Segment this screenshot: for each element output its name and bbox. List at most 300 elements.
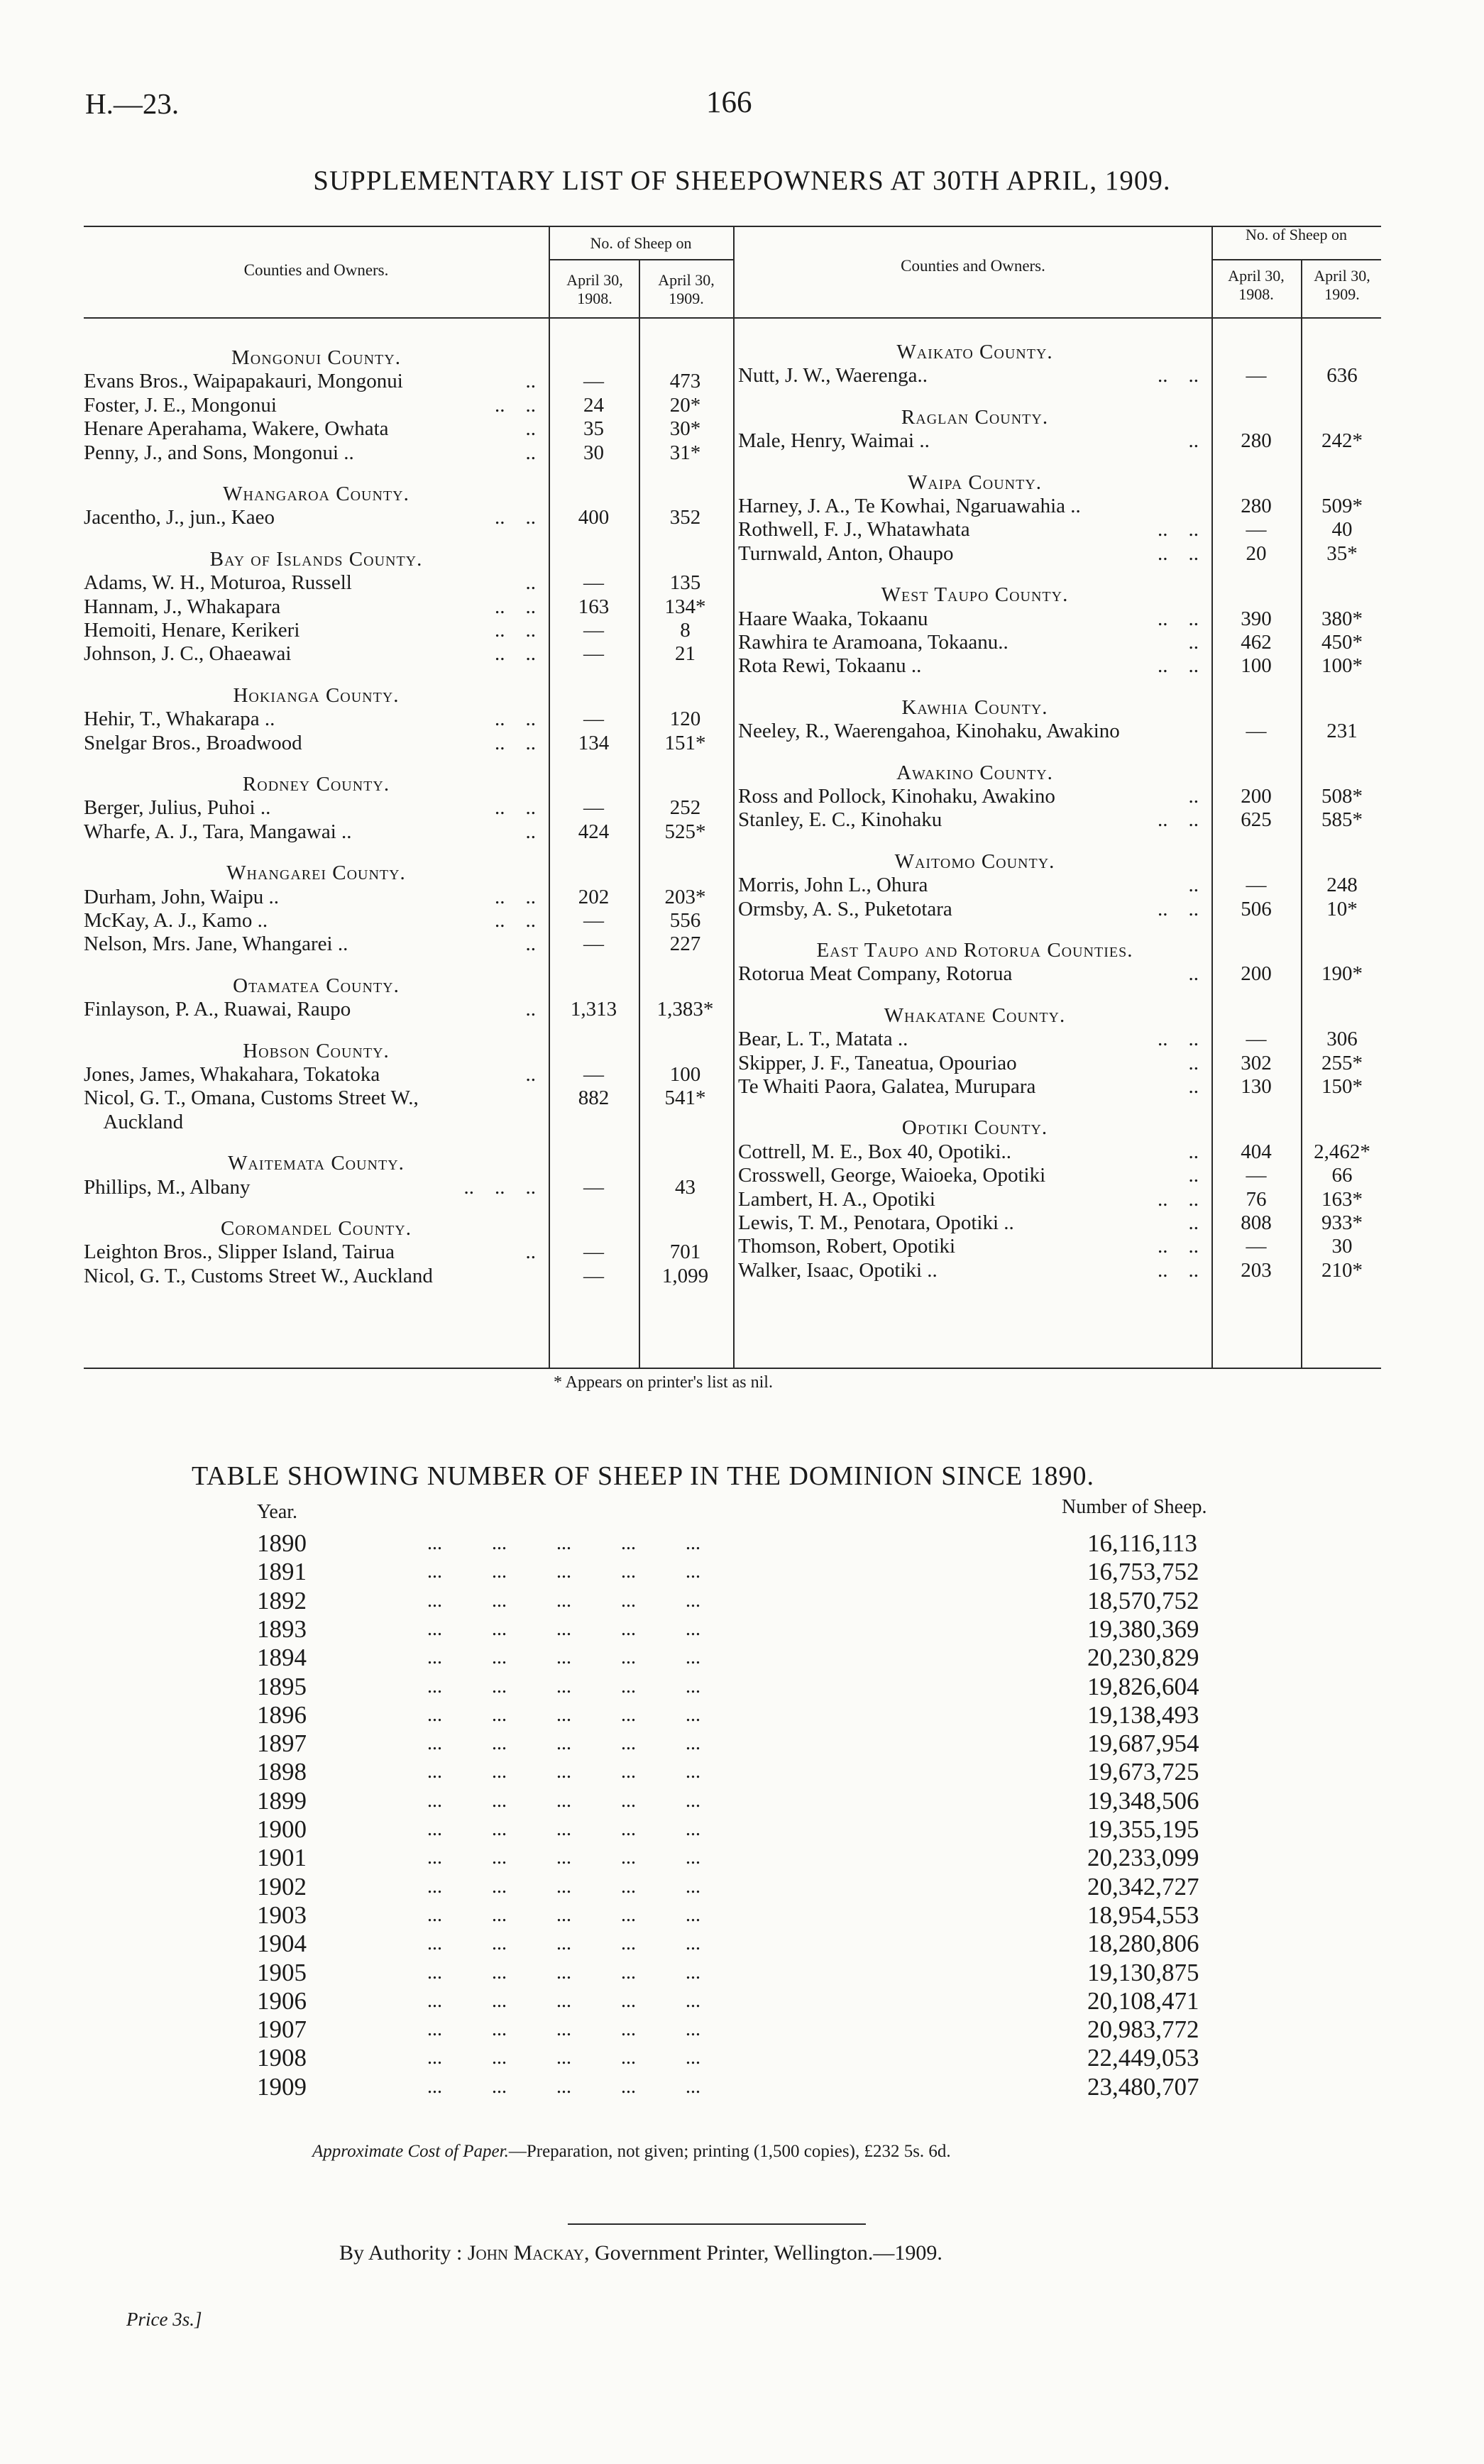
owner-row — [738, 1259, 1381, 1282]
sheep-year: 1895 — [257, 1672, 307, 1700]
owner-row — [84, 1087, 733, 1110]
cost-text: —Preparation, not given; printing (1,500 copies), £232 5s. 6d. — [508, 2142, 951, 2161]
sheep-count-1909: 120 — [669, 708, 701, 731]
sheep-count-1909: 35* — [1326, 541, 1358, 565]
sheep-number: 20,108,471 — [1087, 1986, 1199, 2015]
county-heading: Rodney County. — [242, 773, 390, 796]
sheep-count-1908: — — [1246, 1164, 1267, 1187]
owner-row — [84, 933, 733, 956]
leader-dots: .. .. — [1158, 518, 1199, 541]
sheep-count-1908: — — [583, 1175, 604, 1199]
leader-dots: .. — [1188, 1140, 1199, 1163]
right-subheader-rule — [1211, 259, 1381, 260]
owner-name: Skipper, J. F., Taneatua, Opouriao — [738, 1051, 1017, 1074]
owner-row — [738, 1188, 1381, 1211]
footnote: * Appears on printer's list as nil. — [554, 1373, 773, 1392]
sheep-count-1909: 40 — [1331, 518, 1353, 541]
owner-name: Rothwell, F. J., Whatawhata — [738, 518, 970, 541]
sheep-number: 18,570,752 — [1087, 1586, 1199, 1615]
sheep-count-1908: — — [583, 619, 604, 642]
owner-row — [738, 1211, 1381, 1235]
sheep-table-row — [257, 1901, 1251, 1930]
sheep-table-row — [257, 1729, 1251, 1758]
owner-row — [738, 898, 1381, 921]
sheep-year: 1903 — [257, 1901, 307, 1929]
owner-name: Jones, James, Whakahara, Tokatoka — [84, 1063, 380, 1086]
owner-name: Nelson, Mrs. Jane, Whangarei .. — [84, 933, 348, 956]
sheep-count-1909: 473 — [669, 370, 701, 393]
sheep-count-1908: 1,313 — [570, 998, 617, 1021]
sheep-count-1909: 585* — [1321, 808, 1363, 832]
sheep-year: 1893 — [257, 1615, 307, 1643]
leader-dots: ... ... ... ... ... — [427, 1875, 700, 1898]
middle-divider — [733, 227, 735, 1368]
county-heading: Whangarei County. — [226, 862, 406, 885]
owner-row — [738, 785, 1381, 808]
leader-dots: .. .. — [1158, 808, 1199, 832]
sheep-table-number-header: Number of Sheep. — [1062, 1496, 1207, 1518]
leader-dots: .. — [525, 417, 536, 441]
leader-dots: .. — [525, 370, 536, 393]
leader-dots: .. .. — [495, 595, 536, 618]
sheep-table-row — [257, 1673, 1251, 1701]
sheep-number: 22,449,053 — [1087, 2044, 1199, 2072]
owner-row — [738, 962, 1381, 986]
left-header-counties: Counties and Owners. — [243, 261, 389, 279]
sheep-count-1909: 135 — [669, 571, 701, 595]
sheep-table-row — [257, 1615, 1251, 1644]
sheep-count-1909: 541* — [664, 1087, 706, 1110]
owner-row — [84, 1063, 733, 1087]
owner-name: Snelgar Bros., Broadwood — [84, 731, 302, 754]
leader-dots: ... ... ... ... ... — [427, 1761, 700, 1783]
owner-name: Ross and Pollock, Kinohaku, Awakino — [738, 785, 1055, 808]
owner-row — [84, 998, 733, 1021]
owner-row — [84, 886, 733, 909]
leader-dots: .. .. — [1158, 541, 1199, 565]
county-heading: East Taupo and Rotorua Counties. — [816, 939, 1133, 962]
sheep-year: 1899 — [257, 1786, 307, 1815]
sheep-count-1908: — — [1246, 1028, 1267, 1051]
owner-row — [84, 820, 733, 844]
owner-row — [738, 429, 1381, 453]
owner-name: Harney, J. A., Te Kowhai, Ngaruawahia .. — [738, 495, 1081, 517]
sheep-table-row — [257, 1644, 1251, 1672]
sheep-number: 19,687,954 — [1087, 1729, 1199, 1758]
county-heading: Waipa County. — [907, 471, 1043, 494]
sheep-count-1909: 252 — [669, 796, 701, 820]
cost-of-paper — [312, 2142, 951, 2162]
sheep-count-1909: 450* — [1321, 631, 1363, 654]
owner-row — [738, 1164, 1381, 1187]
owner-row — [738, 1075, 1381, 1099]
sheep-count-1908: — — [583, 933, 604, 956]
sheep-count-1908: 506 — [1241, 897, 1272, 920]
leader-dots: .. .. — [495, 909, 536, 932]
sheep-count-1908: 134 — [578, 731, 610, 754]
sheep-count-1908: — — [1246, 1235, 1267, 1258]
sheep-year: 1891 — [257, 1558, 307, 1586]
leader-dots: .. .. — [495, 885, 536, 908]
sheep-count-1908: 280 — [1241, 429, 1272, 453]
leader-dots: .. — [525, 1063, 536, 1086]
sheep-count-1909: 248 — [1326, 874, 1358, 897]
printer-name: John Mackay — [467, 2241, 584, 2265]
owner-row — [738, 808, 1381, 832]
sheep-count-1908: 203 — [1241, 1258, 1272, 1282]
sheep-count-1909: 43 — [675, 1175, 696, 1199]
leader-dots: ... ... ... ... ... — [427, 1818, 700, 1840]
leader-dots: .. — [1188, 785, 1199, 808]
leader-dots: .. — [1188, 1164, 1199, 1187]
sheep-count-1909: 242* — [1321, 429, 1363, 453]
owner-row — [84, 441, 733, 465]
sheep-table-row — [257, 1758, 1251, 1786]
authority-line — [339, 2241, 942, 2265]
owner-name: Crosswell, George, Waioeka, Opotiki — [738, 1164, 1046, 1187]
sheep-year: 1892 — [257, 1586, 307, 1615]
sheep-count-1908: — — [583, 1063, 604, 1086]
owner-name: Neeley, R., Waerengahoa, Kinohaku, Awakino — [738, 720, 1120, 743]
right-header-no-of-sheep: No. of Sheep on — [1246, 226, 1347, 243]
leader-dots: .. — [525, 820, 536, 843]
owner-name: Leighton Bros., Slipper Island, Tairua — [84, 1241, 395, 1264]
owner-row — [84, 1241, 733, 1264]
owner-row — [738, 874, 1381, 897]
county-heading: Kawhia County. — [901, 695, 1048, 719]
owner-name: Berger, Julius, Puhoi .. — [84, 796, 271, 820]
county-heading: Waitomo County. — [894, 849, 1055, 873]
sheep-table-row — [257, 1959, 1251, 1987]
sheep-table-row — [257, 1701, 1251, 1729]
table-bottom-rule — [84, 1368, 1381, 1369]
leader-dots: .. — [525, 933, 536, 956]
sheep-count-1909: 636 — [1326, 364, 1358, 387]
owner-name: Rotorua Meat Company, Rotorua — [738, 962, 1013, 986]
sheep-count-1908: 424 — [578, 820, 610, 843]
owner-row — [738, 607, 1381, 631]
leader-dots: .. .. — [495, 506, 536, 529]
right-header-counties: Counties and Owners. — [901, 257, 1045, 275]
sheep-year: 1890 — [257, 1529, 307, 1557]
sheep-table-row — [257, 1587, 1251, 1615]
sheep-table-row — [257, 1873, 1251, 1901]
sheep-year: 1894 — [257, 1644, 307, 1672]
sheep-year: 1897 — [257, 1729, 307, 1758]
sheep-number: 20,983,772 — [1087, 2015, 1199, 2044]
owner-name: Adams, W. H., Moturoa, Russell — [84, 571, 352, 595]
sheep-number: 19,826,604 — [1087, 1672, 1199, 1700]
sheep-number: 18,280,806 — [1087, 1930, 1199, 1958]
sheep-count-1909: 1,099 — [661, 1264, 709, 1287]
leader-dots: .. .. — [495, 642, 536, 666]
sheep-count-1909: 163* — [1321, 1187, 1363, 1211]
owner-row — [738, 631, 1381, 654]
sheep-table-row — [257, 2073, 1251, 2101]
county-heading: Whakatane County. — [884, 1003, 1066, 1027]
authority-prefix: By Authority : — [339, 2241, 468, 2265]
leader-dots: ... ... ... ... ... — [427, 1703, 700, 1726]
owner-name: Henare Aperahama, Wakere, Owhata — [84, 417, 389, 441]
sheep-count-1908: 882 — [578, 1087, 610, 1110]
authority-suffix: , Government Printer, Wellington.—1909. — [583, 2241, 942, 2265]
owner-row — [738, 654, 1381, 678]
sheep-number: 23,480,707 — [1087, 2072, 1199, 2101]
sheep-count-1909: 100 — [669, 1063, 701, 1086]
cost-label: Approximate Cost of Paper. — [312, 2142, 509, 2161]
owner-name: Bear, L. T., Matata .. — [738, 1028, 908, 1051]
leader-dots: ... ... ... ... ... — [427, 1589, 700, 1612]
leader-dots: ... ... ... ... ... — [427, 2075, 700, 2098]
leader-dots: ... ... ... ... ... — [427, 1617, 700, 1640]
leader-dots: .. .. — [495, 393, 536, 417]
sheep-count-1908: — — [583, 909, 604, 932]
sheep-count-1908: — — [583, 370, 604, 393]
sheep-year: 1900 — [257, 1815, 307, 1843]
left-subheader-rule — [549, 259, 733, 260]
owner-name: Walker, Isaac, Opotiki .. — [738, 1258, 938, 1282]
sheep-year: 1898 — [257, 1758, 307, 1786]
sheep-count-1908: 808 — [1241, 1211, 1272, 1234]
sheep-number: 19,130,875 — [1087, 1958, 1199, 1986]
leader-dots: .. .. — [1158, 1028, 1199, 1051]
owner-row — [84, 796, 733, 820]
owner-name: Auckland — [84, 1110, 184, 1133]
leader-dots: ... ... ... ... ... — [427, 1932, 700, 1955]
sheep-count-1908: 200 — [1241, 962, 1272, 986]
sheep-count-1908: — — [583, 708, 604, 731]
leader-dots: ... ... ... ... ... — [427, 1646, 700, 1669]
leader-dots: .. .. — [495, 731, 536, 754]
leader-dots: ... ... ... ... ... — [427, 1903, 700, 1926]
sheep-count-1908: — — [1246, 518, 1267, 541]
owner-row — [84, 417, 733, 441]
county-heading: Waitemata County. — [228, 1152, 405, 1175]
left-header-1908: April 30, 1908. — [566, 271, 623, 307]
owner-row — [738, 1028, 1381, 1051]
authority-rule — [568, 2223, 866, 2225]
sheep-count-1908: — — [1246, 874, 1267, 897]
county-heading: Coromandel County. — [221, 1217, 412, 1240]
sheep-year: 1896 — [257, 1700, 307, 1729]
left-header-1909: April 30, 1909. — [658, 271, 715, 307]
leader-dots: ... ... ... ... ... — [427, 1675, 700, 1698]
sheep-count-1909: 227 — [669, 933, 701, 956]
sheep-number: 19,348,506 — [1087, 1786, 1199, 1815]
sheep-count-1908: 390 — [1241, 607, 1272, 630]
sheep-number: 18,954,553 — [1087, 1901, 1199, 1929]
owner-name: Te Whaiti Paora, Galatea, Murupara — [738, 1075, 1036, 1098]
sheep-number: 19,380,369 — [1087, 1615, 1199, 1643]
sheep-count-1909: 20* — [669, 393, 701, 417]
leader-dots: .. .. — [495, 796, 536, 820]
sheep-count-1909: 380* — [1321, 607, 1363, 630]
sheep-count-1909: 150* — [1321, 1075, 1363, 1098]
sheep-count-1908: 35 — [583, 417, 604, 441]
owner-row — [738, 1235, 1381, 1258]
owner-name: Lambert, H. A., Opotiki — [738, 1187, 935, 1211]
leader-dots: .. — [525, 1241, 536, 1264]
sheep-count-1909: 255* — [1321, 1051, 1363, 1074]
sheep-count-1909: 66 — [1331, 1164, 1353, 1187]
leader-dots: ... ... ... ... ... — [427, 2018, 700, 2041]
leader-dots: .. — [1188, 429, 1199, 453]
leader-dots: .. — [525, 571, 536, 595]
owner-row — [84, 642, 733, 666]
owner-name: Nicol, G. T., Omana, Customs Street W., — [84, 1087, 419, 1110]
owner-name: Finlayson, P. A., Ruawai, Raupo — [84, 998, 351, 1021]
sheep-year: 1908 — [257, 2044, 307, 2072]
leader-dots: .. — [525, 441, 536, 464]
sheep-count-1908: 302 — [1241, 1051, 1272, 1074]
owner-name: Turnwald, Anton, Ohaupo — [738, 541, 954, 565]
sheep-number: 20,342,727 — [1087, 1872, 1199, 1901]
sheep-count-1909: 2,462* — [1314, 1140, 1370, 1163]
owner-row — [738, 495, 1381, 518]
county-heading: Awakino County. — [896, 761, 1053, 784]
county-heading: Bay of Islands County. — [209, 547, 423, 571]
sheep-count-1908: 24 — [583, 393, 604, 417]
owner-name: Cottrell, M. E., Box 40, Opotiki.. — [738, 1140, 1012, 1163]
owner-row — [84, 1265, 733, 1288]
sheep-year: 1905 — [257, 1958, 307, 1986]
leader-dots: ... ... ... ... ... — [427, 1789, 700, 1812]
owner-name: Phillips, M., Albany — [84, 1175, 251, 1199]
sheep-count-1909: 210* — [1321, 1258, 1363, 1282]
county-heading: West Taupo County. — [881, 583, 1069, 607]
leader-dots: .. .. — [495, 708, 536, 731]
owner-row — [738, 518, 1381, 541]
leader-dots: .. — [1188, 874, 1199, 897]
leader-dots: ... ... ... ... ... — [427, 2047, 700, 2069]
sheep-count-1908: — — [583, 571, 604, 595]
county-heading: Raglan County. — [901, 405, 1049, 429]
sheep-number: 19,355,195 — [1087, 1815, 1199, 1843]
sheep-count-1909: 100* — [1321, 654, 1363, 678]
sheep-count-1908: 202 — [578, 885, 610, 908]
left-header-no-of-sheep: No. of Sheep on — [590, 234, 692, 252]
owner-name: Morris, John L., Ohura — [738, 874, 928, 897]
sheep-number: 16,116,113 — [1087, 1529, 1197, 1557]
sheep-number: 19,138,493 — [1087, 1700, 1199, 1729]
table-header-rule — [84, 317, 1381, 319]
owner-row — [84, 909, 733, 933]
owner-name: Penny, J., and Sons, Mongonui .. — [84, 441, 354, 464]
county-heading: Opotiki County. — [901, 1116, 1048, 1140]
sheep-year: 1902 — [257, 1872, 307, 1901]
owner-name: Male, Henry, Waimai .. — [738, 429, 930, 453]
sheep-year: 1901 — [257, 1844, 307, 1872]
owner-row — [84, 1111, 733, 1134]
sheep-year: 1907 — [257, 2015, 307, 2044]
sheep-count-1909: 1,383* — [656, 998, 714, 1021]
leader-dots: .. .. — [1158, 1187, 1199, 1211]
owner-name: Foster, J. E., Mongonui — [84, 393, 277, 417]
leader-dots: .. .. — [1158, 607, 1199, 630]
sheep-count-1908: 404 — [1241, 1140, 1272, 1163]
county-heading: Hobson County. — [243, 1039, 390, 1062]
owner-row — [84, 619, 733, 642]
owner-row — [738, 364, 1381, 387]
leader-dots: .. — [1188, 1075, 1199, 1098]
page-title: SUPPLEMENTARY LIST OF SHEEPOWNERS AT 30TH APRIL, 1909. — [313, 165, 1171, 196]
sheep-count-1909: 30* — [669, 417, 701, 441]
owner-name: McKay, A. J., Kamo .. — [84, 909, 268, 932]
sheep-count-1909: 509* — [1321, 495, 1363, 517]
owner-name: Lewis, T. M., Penotara, Opotiki .. — [738, 1211, 1014, 1234]
leader-dots: .. — [1188, 962, 1199, 986]
owner-name: Johnson, J. C., Ohaeawai — [84, 642, 292, 666]
owner-name: Rota Rewi, Tokaanu .. — [738, 654, 922, 678]
leader-dots: .. .. — [1158, 364, 1199, 387]
sheep-count-1908: 400 — [578, 506, 610, 529]
leader-dots: .. .. — [1158, 654, 1199, 678]
sheep-table-row — [257, 1558, 1251, 1586]
sheep-count-1908: 625 — [1241, 808, 1272, 832]
owner-row — [738, 1052, 1381, 1075]
sheep-count-1909: 352 — [669, 506, 701, 529]
sheep-count-1908: 100 — [1241, 654, 1272, 678]
owner-name: Thomson, Robert, Opotiki — [738, 1235, 956, 1258]
leader-dots: .. .. — [1158, 1258, 1199, 1282]
sheep-year: 1909 — [257, 2072, 307, 2101]
sheep-table-year-header: Year. — [257, 1501, 298, 1523]
sheep-count-1909: 151* — [664, 731, 706, 754]
leader-dots: .. — [1188, 1211, 1199, 1234]
sheep-count-1908: 130 — [1241, 1075, 1272, 1098]
owner-name: Hannam, J., Whakapara — [84, 595, 281, 618]
page-number: 166 — [706, 86, 752, 119]
sheep-count-1908: — — [1246, 720, 1267, 743]
owner-name: Ormsby, A. S., Puketotara — [738, 897, 952, 920]
owner-name: Rawhira te Aramoana, Tokaanu.. — [738, 631, 1008, 654]
sheep-table-row — [257, 1815, 1251, 1844]
sheep-year: 1904 — [257, 1930, 307, 1958]
owner-row — [84, 732, 733, 755]
owner-name: Nicol, G. T., Customs Street W., Auckland — [84, 1264, 433, 1287]
sheep-count-1909: 8 — [680, 619, 691, 642]
owner-row — [738, 542, 1381, 566]
owner-row — [738, 1140, 1381, 1164]
leader-dots: .. .. — [495, 619, 536, 642]
sheep-table-title: TABLE SHOWING NUMBER OF SHEEP IN THE DOMINION SINCE 1890. — [192, 1461, 1095, 1491]
owner-name: Jacentho, J., jun., Kaeo — [84, 506, 275, 529]
sheep-table-row — [257, 1987, 1251, 2015]
leader-dots: .. .. — [1158, 897, 1199, 920]
leader-dots: .. .. .. — [463, 1175, 536, 1199]
sheep-count-1909: 508* — [1321, 785, 1363, 808]
owner-row — [84, 708, 733, 731]
sheep-count-1909: 231 — [1326, 720, 1358, 743]
leader-dots: ... ... ... ... ... — [427, 1989, 700, 2012]
sheep-count-1909: 701 — [669, 1241, 701, 1264]
sheep-count-1909: 556 — [669, 909, 701, 932]
sheep-count-1908: 200 — [1241, 785, 1272, 808]
sheep-count-1909: 203* — [664, 885, 706, 908]
owner-name: Evans Bros., Waipapakauri, Mongonui — [84, 370, 403, 393]
owner-name: Wharfe, A. J., Tara, Mangawai .. — [84, 820, 352, 843]
sheep-number: 20,233,099 — [1087, 1844, 1199, 1872]
leader-dots: .. .. — [1158, 1235, 1199, 1258]
sheep-number: 16,753,752 — [1087, 1558, 1199, 1586]
table-top-rule — [84, 226, 1381, 227]
county-heading: Otamatea County. — [233, 974, 400, 997]
sheep-count-1908: 462 — [1241, 631, 1272, 654]
sheep-table-row — [257, 1930, 1251, 1958]
right-header-1909: April 30, 1909. — [1314, 267, 1370, 303]
owner-name: Hehir, T., Whakarapa .. — [84, 708, 275, 731]
leader-dots: .. — [1188, 631, 1199, 654]
